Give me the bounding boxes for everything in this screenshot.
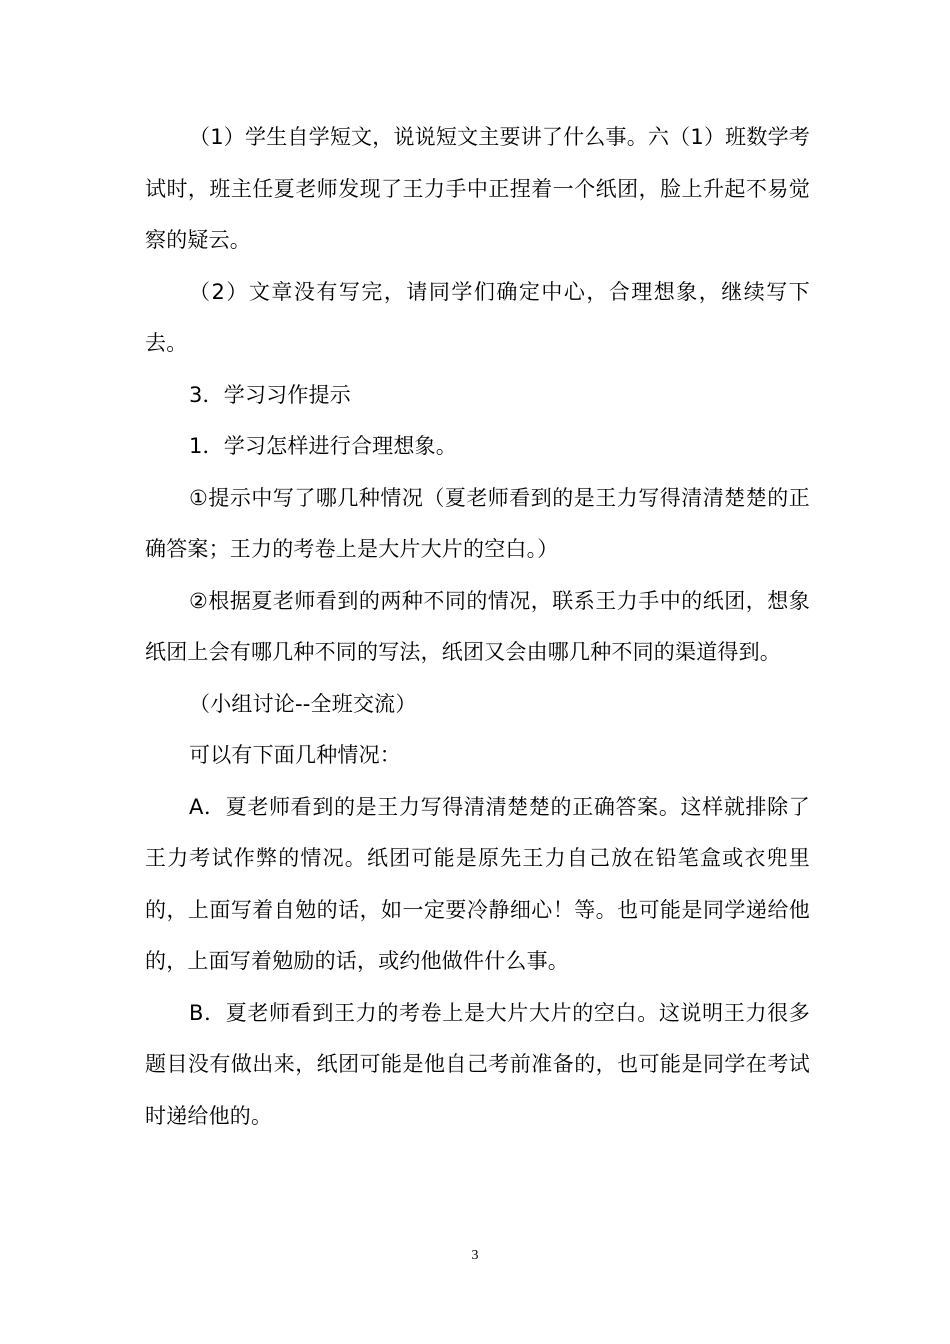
paragraph-2: （2）文章没有写完，请同学们确定中心，合理想象，继续写下去。	[145, 279, 810, 355]
paragraph-case-b: B．夏老师看到王力的考卷上是大片大片的空白。这说明王力很多题目没有做出来，纸团可能是他自己考前准备的，也可能是同学在考试时递给他的。	[145, 1000, 810, 1128]
paragraph-group-discussion: （小组讨论--全班交流）	[189, 691, 417, 716]
document-body	[145, 112, 810, 1142]
paragraph-1: （1）学生自学短文，说说短文主要讲了什么事。六（1）班数学考试时，班主任夏老师发现了王力手中正捏着一个纸团，脸上升起不易觉察的疑云。	[145, 125, 810, 252]
paragraph-cases-intro: 可以有下面几种情况：	[189, 743, 401, 767]
paragraph-case-a: A．夏老师看到的是王力写得清清楚楚的正确答案。这样就排除了王力考试作弊的情况。纸团可能是原先王力自己放在铅笔盒或衣兜里的，上面写着自勉的话，如一定要冷静细心！等。也可能是同学递给他的，上面写着勉励的话，或约他做件什么事。	[145, 794, 810, 973]
paragraph-circled-2: ②根据夏老师看到的两种不同的情况，联系王力手中的纸团，想象纸团上会有哪几种不同的写法，纸团又会由哪几种不同的渠道得到。	[145, 588, 810, 664]
page-number: 3	[471, 1248, 479, 1263]
section-heading-3: 3．学习习作提示	[189, 382, 351, 407]
subheading-1: 1．学习怎样进行合理想象。	[189, 434, 457, 458]
paragraph-circled-1: ①提示中写了哪几种情况（夏老师看到的是王力写得清清楚楚的正确答案；王力的考卷上是大片大片的空白。）	[145, 485, 810, 561]
